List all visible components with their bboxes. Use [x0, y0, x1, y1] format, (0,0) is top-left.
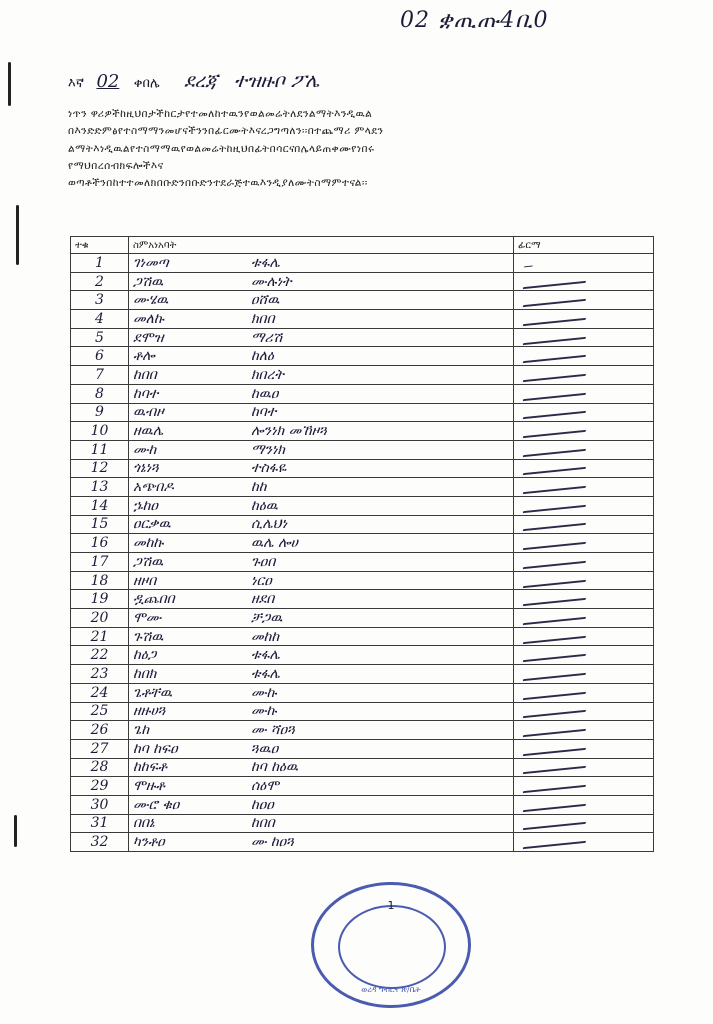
- signature-cell: [514, 665, 654, 684]
- member-name: [129, 721, 514, 740]
- signature-cell: [514, 777, 654, 796]
- handwritten-signature: [523, 646, 590, 662]
- signature-cell: [514, 814, 654, 833]
- first-name: ገነመጣ: [133, 254, 169, 271]
- page-number: 1: [387, 899, 395, 912]
- row-number: 31: [71, 814, 129, 833]
- member-name: [129, 739, 514, 758]
- signature-cell: [514, 328, 654, 347]
- signature-cell: [514, 609, 654, 628]
- table-row: [71, 795, 654, 814]
- member-name: [129, 384, 514, 403]
- father-name: ቱፋሌ: [251, 254, 280, 271]
- table-row: [71, 515, 654, 534]
- father-name: ቱፋሌ: [251, 665, 280, 682]
- signature-table: [70, 236, 654, 852]
- handwritten-signature: [523, 384, 590, 400]
- row-number: 24: [71, 683, 129, 702]
- member-name: [129, 366, 514, 385]
- kebele-word: ቀበሌ: [133, 76, 160, 91]
- column-header-name: ስምአነአባት: [129, 237, 514, 254]
- signature-cell: [514, 272, 654, 291]
- first-name: ዘዉሌ: [133, 423, 164, 440]
- table-row: [71, 366, 654, 385]
- member-name: [129, 758, 514, 777]
- handwritten-signature: [523, 440, 590, 456]
- father-name: ዘደበ: [251, 591, 275, 608]
- signature-cell: [514, 739, 654, 758]
- father-name: ከባ ከዕዉ: [251, 759, 298, 776]
- father-name: ከበበ: [251, 815, 275, 832]
- handwritten-signature: [523, 366, 590, 382]
- signature-cell: [514, 833, 654, 852]
- first-name: ሞዙቶ: [133, 778, 165, 795]
- first-name: ጌቶቸዉ: [133, 684, 173, 701]
- member-name: [129, 422, 514, 441]
- member-name: [129, 702, 514, 721]
- member-name: [129, 254, 514, 273]
- handwritten-signature: [523, 347, 590, 363]
- father-name: ከከ: [251, 479, 267, 496]
- first-name: ካንቶዐ: [133, 834, 165, 851]
- declaration-line: የማህበረሰብክፍሎችእና: [68, 159, 164, 172]
- member-name: [129, 646, 514, 665]
- row-number: 18: [71, 571, 129, 590]
- signature-cell: [514, 571, 654, 590]
- member-name: [129, 459, 514, 478]
- left-margin-mark: [14, 815, 17, 847]
- father-name: ክበበ: [251, 310, 275, 327]
- handwritten-signature: [523, 328, 590, 344]
- declaration-line: በእንድድምፅየተስማማንመሆናችንንበፊርሙትእናረጋግጣለን፡፡በተጨማሪ ምላደን: [68, 125, 384, 138]
- row-number: 22: [71, 646, 129, 665]
- table-row: [71, 739, 654, 758]
- member-name: [129, 571, 514, 590]
- first-name: አጭበዶ: [133, 479, 174, 496]
- handwritten-signature: [523, 478, 590, 494]
- member-name: [129, 403, 514, 422]
- member-name: [129, 328, 514, 347]
- table-row: [71, 403, 654, 422]
- signature-cell: [514, 366, 654, 385]
- row-number: 8: [71, 384, 129, 403]
- member-name: [129, 310, 514, 329]
- member-name: [129, 496, 514, 515]
- row-number: 12: [71, 459, 129, 478]
- document-reference: 02 ቋጢጡ4ቢ0: [400, 8, 549, 33]
- member-name: [129, 272, 514, 291]
- handwritten-signature: [523, 683, 590, 699]
- first-name: ዘዙሀጓ: [133, 703, 166, 720]
- first-name: ጉሽዉ: [133, 628, 164, 645]
- table-row: [71, 758, 654, 777]
- table-row: [71, 553, 654, 572]
- signature-cell: [514, 347, 654, 366]
- left-margin-mark: [8, 62, 11, 106]
- table-row: [71, 347, 654, 366]
- handwritten-signature: [523, 702, 590, 718]
- handwritten-signature: [523, 795, 590, 811]
- member-name: [129, 347, 514, 366]
- handwritten-signature: [523, 590, 590, 606]
- handwritten-signature: [523, 758, 590, 774]
- signature-cell: [514, 478, 654, 497]
- first-name: ጋሽዉ: [133, 273, 164, 290]
- signature-cell: [514, 422, 654, 441]
- table-row: [71, 721, 654, 740]
- first-name: ከባተ: [133, 385, 159, 402]
- table-row: [71, 833, 654, 852]
- member-name: [129, 553, 514, 572]
- table-row: [71, 571, 654, 590]
- member-name: [129, 534, 514, 553]
- handwritten-signature: [523, 627, 590, 643]
- handwritten-signature: [523, 534, 590, 550]
- signature-cell: [514, 627, 654, 646]
- father-name: ሲሌህነ: [251, 516, 288, 533]
- signature-cell: [514, 553, 654, 572]
- row-number: 14: [71, 496, 129, 515]
- row-number: 13: [71, 478, 129, 497]
- first-name: ሙከ: [133, 441, 157, 458]
- row-number: 28: [71, 758, 129, 777]
- kebele-number: 02: [96, 71, 120, 92]
- first-name: ደሞዝ: [133, 329, 164, 346]
- first-name: ዐርቃዉ: [133, 516, 171, 533]
- first-name: ጎኔነጓ: [133, 460, 159, 477]
- stamp-text: ወረዳ ግብርና ጽ/ቤት: [361, 985, 421, 994]
- table-row: [71, 272, 654, 291]
- father-name: ማንነክ: [251, 441, 285, 458]
- table-row: [71, 328, 654, 347]
- signature-cell: [514, 440, 654, 459]
- table-row: [71, 590, 654, 609]
- row-number: 15: [71, 515, 129, 534]
- handwritten-signature: [523, 553, 590, 569]
- table-row: [71, 291, 654, 310]
- father-name: ሰዕሞ: [251, 778, 279, 795]
- signature-cell: [514, 291, 654, 310]
- handwritten-signature: [524, 256, 536, 267]
- declaration-line: ልማትእነዲዉልየተስማማዉየወልመሬትከዚህበፊትበሳርናበሌላይጠቀሙየነበሩ: [68, 142, 375, 155]
- first-name: መከኩ: [133, 535, 164, 552]
- handwritten-signature: [523, 609, 590, 625]
- row-number: 21: [71, 627, 129, 646]
- signature-cell: [514, 758, 654, 777]
- father-name: ቻጋዉ: [251, 609, 283, 626]
- row-number: 27: [71, 739, 129, 758]
- row-number: 7: [71, 366, 129, 385]
- stamp-inner-ring: [338, 905, 446, 989]
- father-name: ሙ ከዐጓ: [251, 834, 294, 851]
- father-name: ሙሉነት: [251, 273, 292, 290]
- member-name: [129, 627, 514, 646]
- table-row: [71, 702, 654, 721]
- first-name: ሞሙ: [133, 609, 162, 626]
- father-name: ከባተ: [251, 404, 277, 421]
- first-name: ሙሄዉ: [133, 292, 169, 309]
- column-header-number: ተቁ: [71, 237, 129, 254]
- handwritten-signature: [523, 814, 590, 830]
- member-name: [129, 609, 514, 628]
- handwritten-signature: [523, 496, 590, 512]
- table-row: [71, 384, 654, 403]
- first-name: ዷጨበበ: [133, 591, 175, 608]
- first-name: ከበክ: [133, 665, 157, 682]
- handwritten-signature: [523, 291, 590, 307]
- column-header-signature: ፊርማ: [514, 237, 654, 254]
- row-number: 20: [71, 609, 129, 628]
- official-stamp: [311, 882, 471, 1008]
- first-name: ከባ ከፍዐ: [133, 740, 178, 757]
- handwritten-signature: [523, 833, 590, 849]
- header-label: እኛ: [68, 76, 84, 91]
- row-number: 25: [71, 702, 129, 721]
- father-name: መከከ: [251, 628, 280, 645]
- declaration-text: [68, 106, 653, 192]
- signature-cell: [514, 702, 654, 721]
- row-number: 2: [71, 272, 129, 291]
- left-margin-mark: [16, 205, 19, 265]
- member-name: [129, 478, 514, 497]
- handwritten-signature: [523, 515, 590, 531]
- father-name: ሙኩ: [251, 703, 277, 720]
- handwritten-signature: [523, 571, 590, 587]
- row-number: 3: [71, 291, 129, 310]
- table-row: [71, 440, 654, 459]
- declaration-line: ወጣቶችንበከተተመለክበቡድንበቡድንተደራጅተዉእንዲያለሙትስማምተናል፡፡: [68, 177, 368, 190]
- handwritten-signature: [523, 422, 590, 438]
- table-row: [71, 254, 654, 273]
- member-name: [129, 291, 514, 310]
- first-name: ጋሽዉ: [133, 553, 164, 570]
- father-name: ሙ ሻዐጓ: [251, 722, 295, 739]
- row-number: 10: [71, 422, 129, 441]
- row-number: 17: [71, 553, 129, 572]
- header-name: ተዝዙቦ ፖሌ: [234, 70, 320, 92]
- member-name: [129, 814, 514, 833]
- father-name: ከዐዐ: [251, 796, 274, 813]
- signature-cell: [514, 384, 654, 403]
- father-name: ዉሌ ሎሀ: [251, 535, 298, 552]
- table-row: [71, 459, 654, 478]
- table-row: [71, 310, 654, 329]
- first-name: ከበበ: [133, 366, 157, 383]
- first-name: ቶሎ: [133, 348, 155, 365]
- member-name: [129, 515, 514, 534]
- first-name: ጌከ: [133, 722, 150, 739]
- signature-cell: [514, 403, 654, 422]
- father-name: ዐሸዉ: [251, 292, 280, 309]
- document-header: [68, 70, 628, 92]
- member-name: [129, 440, 514, 459]
- table-row: [71, 665, 654, 684]
- row-number: 26: [71, 721, 129, 740]
- signature-cell: [514, 496, 654, 515]
- member-name: [129, 777, 514, 796]
- handwritten-signature: [523, 459, 590, 475]
- father-name: ሎንነክ መኸዞጓ: [251, 423, 327, 440]
- row-number: 19: [71, 590, 129, 609]
- signature-cell: [514, 795, 654, 814]
- table-body: [71, 254, 654, 852]
- first-name: ዘዞበ: [133, 572, 157, 589]
- member-name: [129, 683, 514, 702]
- handwritten-signature: [523, 665, 590, 681]
- handwritten-signature: [523, 272, 590, 288]
- row-number: 16: [71, 534, 129, 553]
- signature-cell: [514, 683, 654, 702]
- member-name: [129, 665, 514, 684]
- table-row: [71, 814, 654, 833]
- member-name: [129, 590, 514, 609]
- first-name: በበኔ: [133, 815, 155, 832]
- table-row: [71, 534, 654, 553]
- signature-cell: [514, 646, 654, 665]
- signature-cell: [514, 254, 654, 273]
- table-row: [71, 609, 654, 628]
- member-name: [129, 833, 514, 852]
- father-name: ሙኩ: [251, 684, 277, 701]
- row-number: 1: [71, 254, 129, 273]
- first-name: ኌከዐ: [133, 497, 158, 514]
- father-name: ከዉዐ: [251, 385, 279, 402]
- handwritten-signature: [523, 739, 590, 755]
- row-number: 32: [71, 833, 129, 852]
- father-name: ቱፋሌ: [251, 647, 280, 664]
- first-name: ከዕጋ: [133, 647, 157, 664]
- father-name: ጓዉዐ: [251, 740, 279, 757]
- table-row: [71, 478, 654, 497]
- father-name: ከዕዉ: [251, 497, 278, 514]
- father-name: ከለዕ: [251, 348, 274, 365]
- row-number: 11: [71, 440, 129, 459]
- father-name: ጉዐበ: [251, 553, 276, 570]
- father-name: ተስፋዬ: [251, 460, 287, 477]
- table-row: [71, 496, 654, 515]
- row-number: 6: [71, 347, 129, 366]
- father-name: ማሪሽ: [251, 329, 283, 346]
- signature-cell: [514, 310, 654, 329]
- first-name: ዉብዞ: [133, 404, 164, 421]
- member-name: [129, 795, 514, 814]
- row-number: 9: [71, 403, 129, 422]
- place-name: ደረጃ: [184, 70, 218, 92]
- declaration-line: ነጥን ዋሪዎችከዚህበታችከርታየተመለከተዉንየወልመሬትለደንልማትእንዲዉል: [68, 108, 373, 120]
- row-number: 30: [71, 795, 129, 814]
- signature-cell: [514, 515, 654, 534]
- handwritten-signature: [523, 721, 590, 737]
- first-name: መለኩ: [133, 310, 164, 327]
- signature-cell: [514, 590, 654, 609]
- signature-cell: [514, 459, 654, 478]
- first-name: ከከፍቶ: [133, 759, 167, 776]
- father-name: ነርዐ: [251, 572, 272, 589]
- table-row: [71, 683, 654, 702]
- row-number: 5: [71, 328, 129, 347]
- signature-cell: [514, 534, 654, 553]
- father-name: ክበረት: [251, 366, 284, 383]
- signature-cell: [514, 721, 654, 740]
- row-number: 29: [71, 777, 129, 796]
- handwritten-signature: [523, 310, 590, 326]
- row-number: 4: [71, 310, 129, 329]
- table-row: [71, 627, 654, 646]
- table-header-row: [71, 237, 654, 254]
- table-row: [71, 646, 654, 665]
- table-row: [71, 422, 654, 441]
- table-row: [71, 777, 654, 796]
- handwritten-signature: [523, 403, 590, 419]
- handwritten-signature: [523, 777, 590, 793]
- row-number: 23: [71, 665, 129, 684]
- first-name: ሙሮ ቁዐ: [133, 796, 180, 813]
